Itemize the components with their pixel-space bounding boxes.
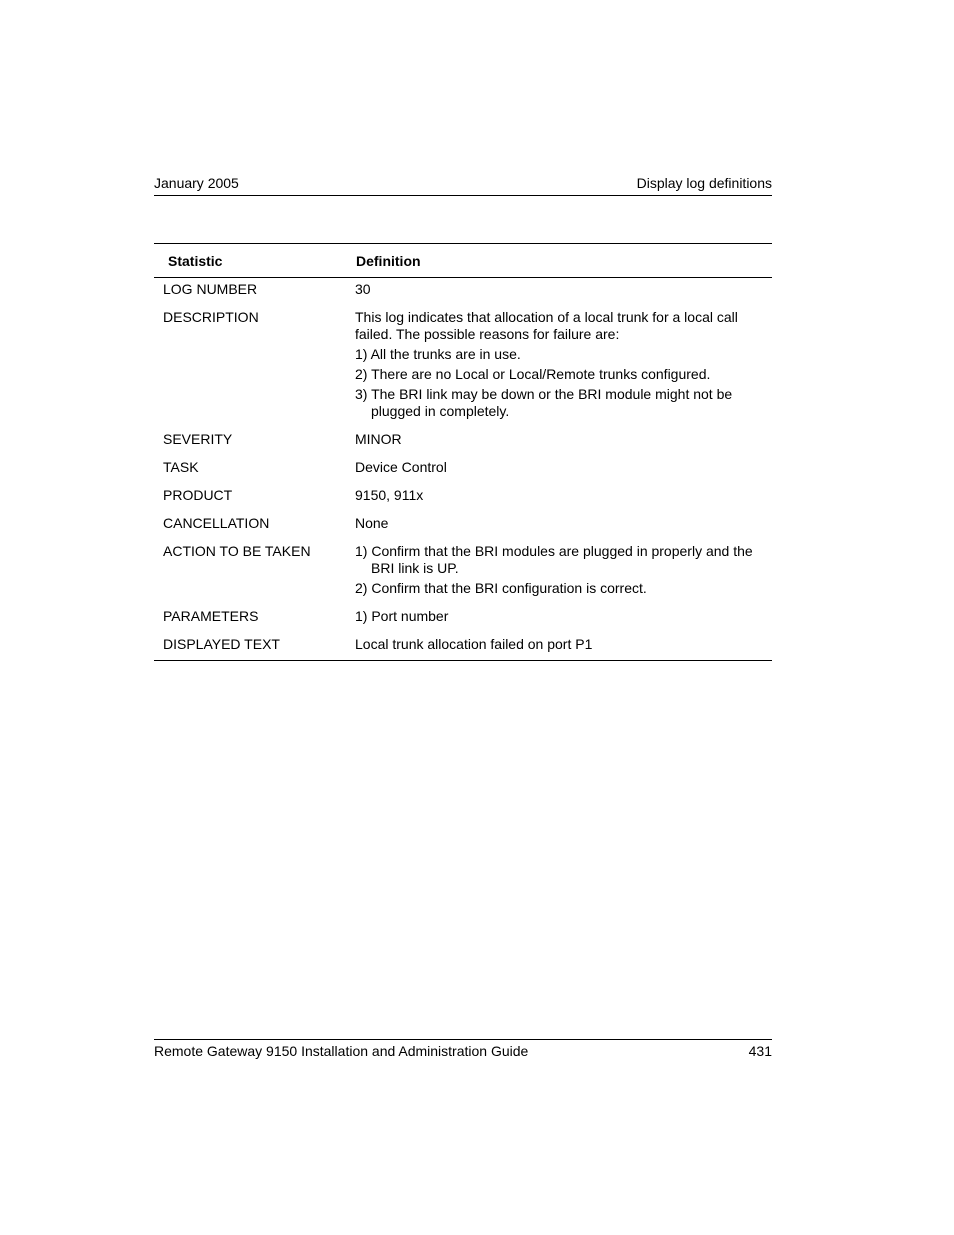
- definition-value: 1) Port number: [355, 608, 449, 624]
- definition-value: Local trunk allocation failed on port P1: [346, 633, 772, 661]
- statistic-label: LOG NUMBER: [163, 281, 258, 297]
- footer-guide-title: Remote Gateway 9150 Installation and Administration Guide: [154, 1043, 529, 1059]
- header-section-title: Display log definitions: [636, 175, 772, 191]
- table-row-action: [154, 540, 772, 605]
- table-row-product: [154, 484, 772, 512]
- table-row-cancellation: [154, 512, 772, 540]
- statistic-label: DISPLAYED TEXT: [154, 633, 346, 661]
- page-number: 431: [748, 1043, 772, 1059]
- description-reason-item: 2) There are no Local or Local/Remote trunks configured.: [355, 366, 711, 382]
- page-header: [154, 174, 772, 196]
- column-header-statistic: Statistic: [154, 244, 346, 278]
- description-reason-item: 1) All the trunks are in use.: [355, 346, 521, 362]
- table-row-task: [154, 456, 772, 484]
- log-definition-table: [154, 243, 772, 661]
- table-row-severity: [154, 428, 772, 456]
- definition-value: 30: [355, 281, 371, 297]
- definition-value: [346, 306, 772, 428]
- definition-value: MINOR: [355, 431, 402, 447]
- page-footer: [154, 1039, 772, 1060]
- table-row-displayed-text: [154, 633, 772, 661]
- definition-value: Device Control: [355, 459, 447, 475]
- statistic-label: TASK: [163, 459, 199, 475]
- table-row-parameters: [154, 605, 772, 633]
- action-step-item: 1) Confirm that the BRI modules are plugged in properly and the BRI link is UP.: [355, 543, 753, 576]
- header-date: January 2005: [154, 175, 239, 191]
- table-row-log-number: [154, 278, 772, 307]
- action-step-item: 2) Confirm that the BRI configuration is correct.: [355, 580, 647, 596]
- statistic-label: SEVERITY: [163, 431, 233, 447]
- definition-value: [346, 540, 772, 605]
- table-header-row: [154, 244, 772, 278]
- description-intro: This log indicates that allocation of a local trunk for a local call failed. The possible reasons for failure are:: [355, 309, 738, 342]
- table-row-description: [154, 306, 772, 428]
- statistic-label: ACTION TO BE TAKEN: [163, 543, 311, 559]
- statistic-label: PARAMETERS: [163, 608, 259, 624]
- definition-value: None: [355, 515, 389, 531]
- statistic-label: CANCELLATION: [163, 515, 270, 531]
- description-reason-item: 3) The BRI link may be down or the BRI module might not be plugged in completely.: [355, 386, 733, 419]
- column-header-definition: Definition: [346, 244, 772, 278]
- statistic-label: PRODUCT: [163, 487, 233, 503]
- statistic-label: DESCRIPTION: [163, 309, 259, 325]
- definition-value: 9150, 911x: [355, 487, 424, 503]
